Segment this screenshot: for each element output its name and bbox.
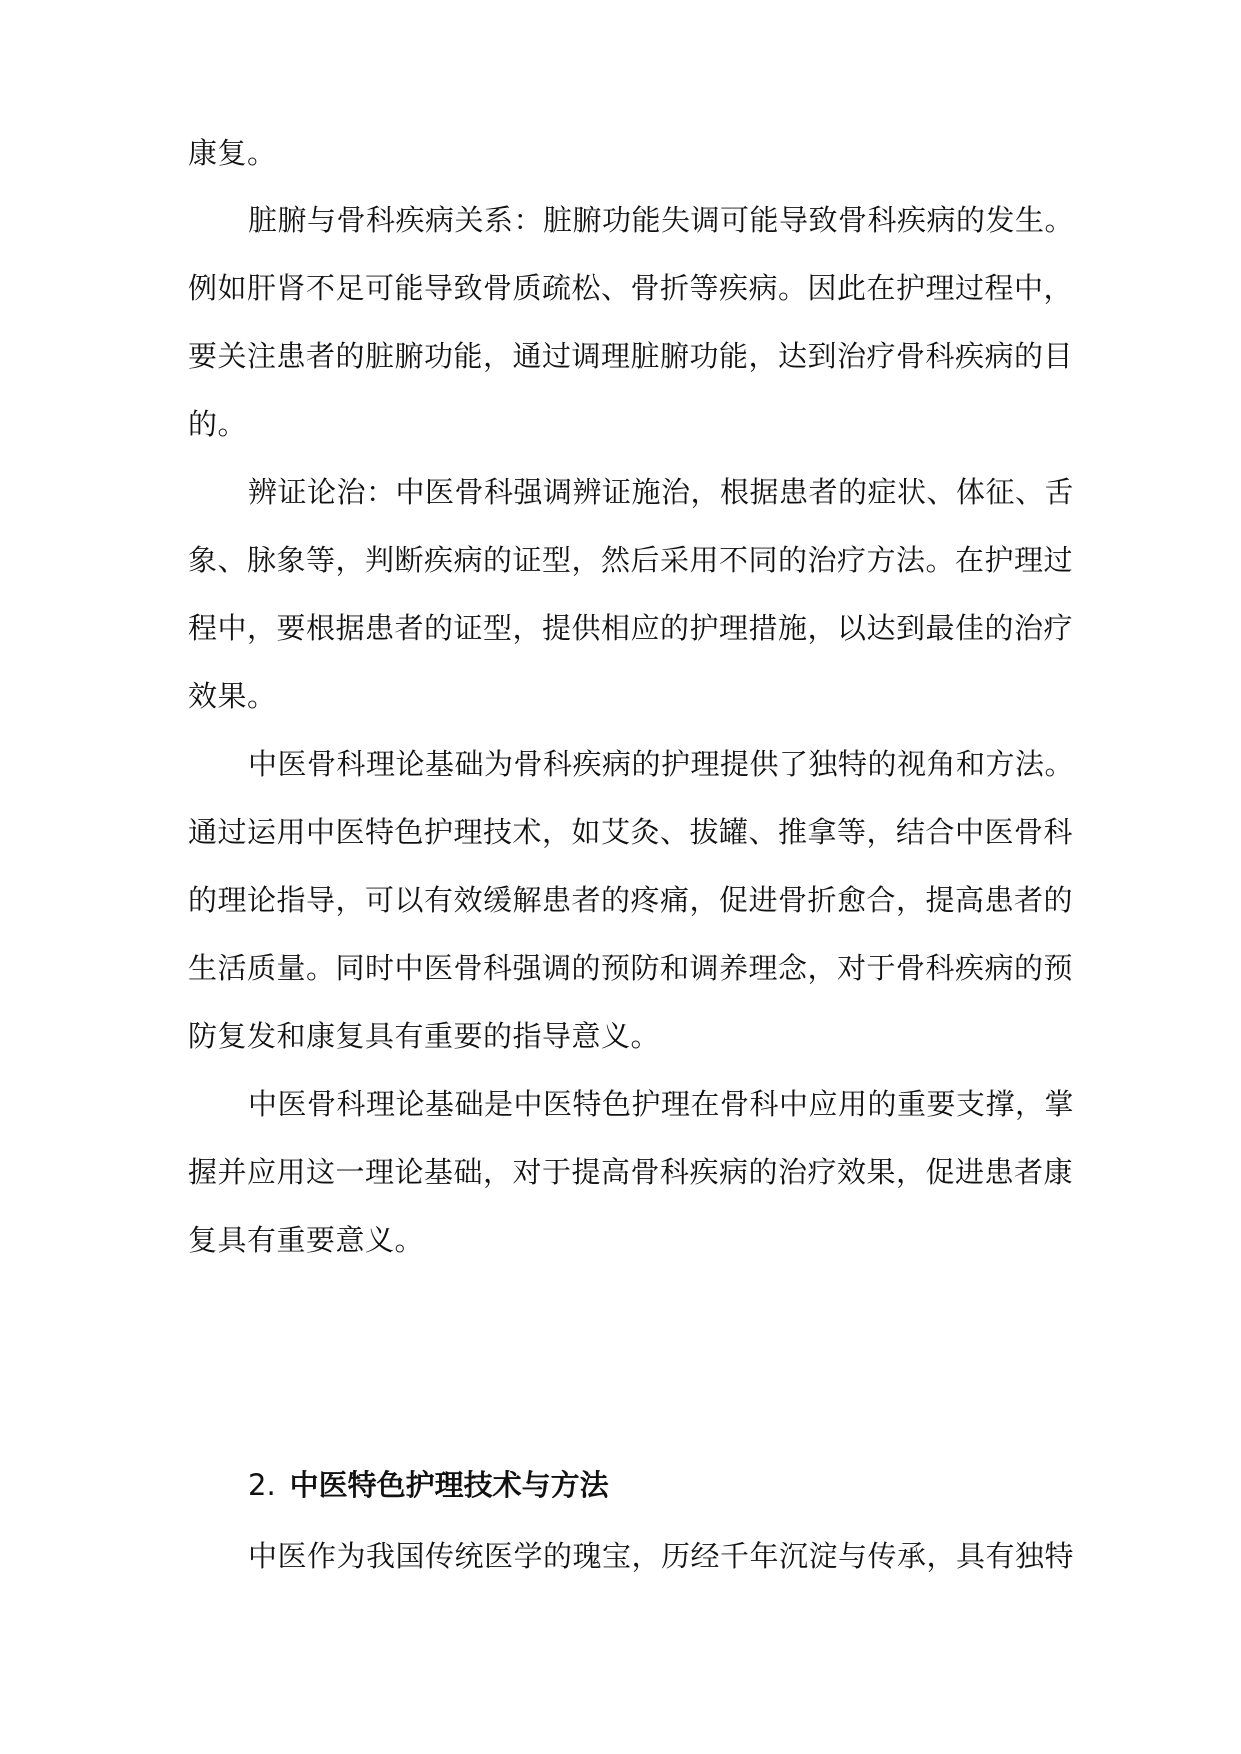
paragraph-line: 康复。 — [188, 136, 277, 170]
paragraph-line: 象、脉象等，判断疾病的证型，然后采用不同的治疗方法。在护理过 — [188, 543, 1074, 577]
paragraph-line: 脏腑与骨科疾病关系：脏腑功能失调可能导致骨科疾病的发生。 — [248, 203, 1075, 237]
paragraph-line: 例如肝肾不足可能导致骨质疏松、骨折等疾病。因此在护理过程中， — [188, 271, 1074, 305]
paragraph-line: 的理论指导，可以有效缓解患者的疼痛，促进骨折愈合，提高患者的 — [188, 883, 1074, 917]
paragraph-line: 辨证论治：中医骨科强调辨证施治，根据患者的症状、体征、舌 — [248, 475, 1075, 509]
paragraph-line: 中医作为我国传统医学的瑰宝，历经千年沉淀与传承，具有独特 — [248, 1539, 1075, 1573]
paragraph-line: 效果。 — [188, 679, 277, 713]
paragraph-line: 中医骨科理论基础为骨科疾病的护理提供了独特的视角和方法。 — [248, 747, 1075, 781]
paragraph-line: 握并应用这一理论基础，对于提高骨科疾病的治疗效果，促进患者康 — [188, 1155, 1074, 1189]
section-heading — [248, 1465, 609, 1505]
paragraph-line: 通过运用中医特色护理技术，如艾灸、拔罐、推拿等，结合中医骨科 — [188, 815, 1074, 849]
section-title: 中医特色护理技术与方法 — [289, 1468, 609, 1502]
paragraph-line: 的。 — [188, 407, 248, 441]
paragraph-line: 中医骨科理论基础是中医特色护理在骨科中应用的重要支撑，掌 — [248, 1087, 1075, 1121]
paragraph-line: 防复发和康复具有重要的指导意义。 — [188, 1019, 661, 1053]
section-number: 2. — [248, 1468, 276, 1502]
paragraph-line: 要关注患者的脏腑功能，通过调理脏腑功能，达到治疗骨科疾病的目 — [188, 339, 1074, 373]
paragraph-line: 程中，要根据患者的证型，提供相应的护理措施，以达到最佳的治疗 — [188, 611, 1074, 645]
paragraph-line: 复具有重要意义。 — [188, 1223, 425, 1257]
paragraph-line: 生活质量。同时中医骨科强调的预防和调养理念，对于骨科疾病的预 — [188, 951, 1074, 985]
